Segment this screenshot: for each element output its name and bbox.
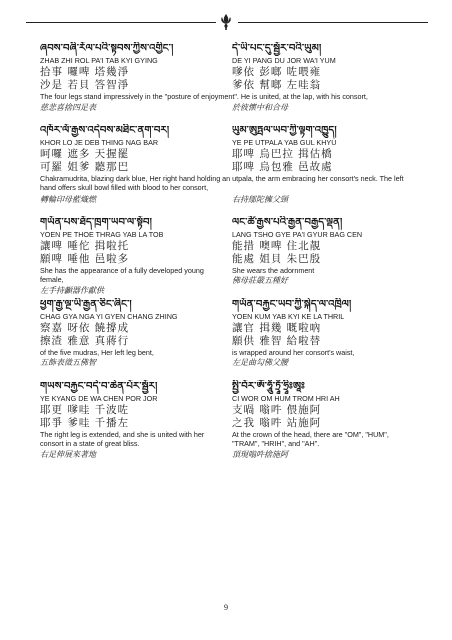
chinese-transliteration: 爹依 幫啷 左哇翁	[232, 79, 322, 91]
english-translation: The right leg is extended, and she is united with her consort in a state of great bliss.	[40, 430, 205, 449]
romanization: KHOR LO JE DEB THING NAG BAR	[40, 138, 159, 147]
english-translation: Chakramudrita, blazing dark blue, Her right hand holding an utpala, the arm embracing her consort's neck. The left hand offers skull bowl filled with blood to her consort,	[40, 174, 404, 193]
tibetan-line: གཡས་བརྐྱང་བདེ་བ་ཆེན་པོར་སྦྱོར།	[40, 381, 158, 392]
tibetan-line: ཕྱག་རྒྱ་ལྔ་ཡི་རྒྱན་ཅིང་ཞིང་།	[40, 299, 132, 310]
chinese-transliteration: 擦渣 雅意 真蔣行	[40, 335, 130, 347]
english-translation: The four legs stand impressively in the "posture of enjoyment". He is united, at the lap, with his consort,	[40, 92, 368, 101]
tibetan-line: དེ་ཡི་པང་དུ་སྦྱོར་བའི་ཡུམ།	[232, 43, 322, 54]
header-rule-left	[26, 22, 216, 23]
tibetan-line: སྤྱི་བོར་ཨོཾ་ཧཱུྃ་ཏྲཱྃ་ཧྲཱིཿཨཱཿ	[232, 381, 306, 392]
chinese-translation: 佛母莊嚴五種好	[232, 276, 288, 286]
chinese-transliteration: 耶啤 烏巴拉 揖估橋	[232, 148, 333, 160]
verse-1-left	[40, 42, 220, 92]
english-translation: is wrapped around her consort's waist,	[232, 348, 355, 357]
chinese-transliteration: 沙是 若貝 答智淨	[40, 79, 130, 91]
vajra-ornament-icon	[216, 12, 236, 32]
chinese-transliteration: 支喎 嗡吽 偎施阿	[232, 404, 322, 416]
verse-4-right	[232, 298, 412, 368]
chinese-transliteration: 能措 噢啤 住北靚	[232, 240, 322, 252]
chinese-transliteration: 之我 嗡吽 站施阿	[232, 417, 322, 429]
chinese-translation: 五飾表徵五佛智	[40, 358, 96, 368]
chinese-translation: 右足伸展來著地	[40, 449, 96, 459]
verse-1-right	[232, 42, 412, 92]
tibetan-line: ལང་ཚོ་རྒྱས་པའི་རྒྱན་བརྒྱད་ལྡན།	[232, 217, 343, 228]
chinese-transliteration: 耶爭 爹哇 千播左	[40, 417, 130, 429]
chinese-transliteration: 能處 姐貝 朱巴殷	[232, 253, 322, 265]
english-translation: At the crown of the head, there are "OM", "HUM", "TRAM", "HRIH", and "AH".	[232, 430, 389, 449]
english-translation: She wears the adornment	[232, 266, 315, 275]
verse-5-right	[232, 380, 412, 460]
chinese-transliteration: 拾事 囉啤 塔幾淨	[40, 66, 130, 78]
romanization: YE PE UTPALA YAB GUL KHYÜ	[232, 138, 337, 147]
chinese-translation: 慈悲喜捨四足表	[40, 103, 96, 112]
verse-4-left	[40, 298, 220, 368]
chinese-translation: 左足曲勾佛父腰	[232, 358, 288, 368]
tibetan-line: འཁོར་ལོ་རྒྱས་འདེབས་མཐིང་ནག་བར།	[40, 125, 170, 136]
chinese-transliteration: 呵囉 遮多 天握罷	[40, 148, 130, 160]
chinese-translation: 於彼懷中和合母	[232, 103, 288, 112]
chinese-translation: 左手持顱器作獻供	[40, 285, 104, 295]
chinese-transliteration: 願供 雅智 給啦替	[232, 335, 322, 347]
romanization: CI WOR OM HUM TROM HRI AH	[232, 394, 340, 403]
header-rule-right	[238, 22, 428, 23]
tibetan-line: གཡོན་བརྐྱང་ཡབ་ཀྱི་སྐེད་ལ་འཁྲིལ།	[232, 299, 352, 310]
chinese-transliteration: 耶更 嗲哇 千波咗	[40, 404, 130, 416]
verse-3-right	[232, 216, 412, 286]
romanization: LANG TSHO GYE PA'I GYUR BAG CEN	[232, 230, 363, 239]
verse-2-left	[40, 124, 220, 174]
chinese-transliteration: 可羅 姐爹 聽那巴	[40, 161, 130, 173]
tibetan-line: གཡོན་པས་ཐོད་ཁྲག་ཡབ་ལ་སྟོབ།	[40, 217, 153, 228]
chinese-translation: 頂現嗡吽捨施阿	[232, 449, 288, 459]
page-number: 9	[224, 603, 228, 612]
tibetan-line: ཡུམ་ཨུཏྤལ་ཡབ་ཀྱི་ལྟག་འཁྱུད།	[232, 125, 337, 136]
verse-3-left	[40, 216, 220, 296]
tibetan-line: ཞབས་བཞི་རོལ་པའི་སྟབས་ཀྱིས་འགྱིང་།	[40, 43, 174, 54]
chinese-transliteration: 讓啤 唾佗 揖啦托	[40, 240, 130, 252]
romanization: ZHAB ZHI ROL PA'I TAB KYI GYING	[40, 56, 158, 65]
romanization: YE KYANG DE WA CHEN POR JOR	[40, 394, 158, 403]
chinese-transliteration: 耶啤 烏包雅 邑故處	[232, 161, 333, 173]
romanization: DE YI PANG DU JOR WA'I YUM	[232, 56, 336, 65]
chinese-transliteration: 嗲依 彭啷 咗喂雍	[232, 66, 322, 78]
english-translation: of the five mudras, Her left leg bent,	[40, 348, 154, 357]
romanization: YOEN PE THOE THRAG YAB LA TOB	[40, 230, 164, 239]
chinese-transliteration: 察嘉 呀依 饒撐成	[40, 322, 130, 334]
chinese-transliteration: 願啤 唾他 邑啦多	[40, 253, 130, 265]
chinese-translation: 轉輪印母藍熾燃	[40, 195, 96, 204]
english-translation: She has the appearance of a fully developed young female,	[40, 266, 204, 285]
romanization: YOEN KUM YAB KYI KE LA THRIL	[232, 312, 345, 321]
romanization: CHAG GYA NGA YI GYEN CHANG ZHING	[40, 312, 178, 321]
chinese-transliteration: 讓官 揖幾 嘅啦吶	[232, 322, 322, 334]
chinese-translation: 右持鄔陀擁父頸	[232, 195, 288, 204]
verse-5-left	[40, 380, 220, 460]
verse-2-right	[232, 124, 412, 174]
